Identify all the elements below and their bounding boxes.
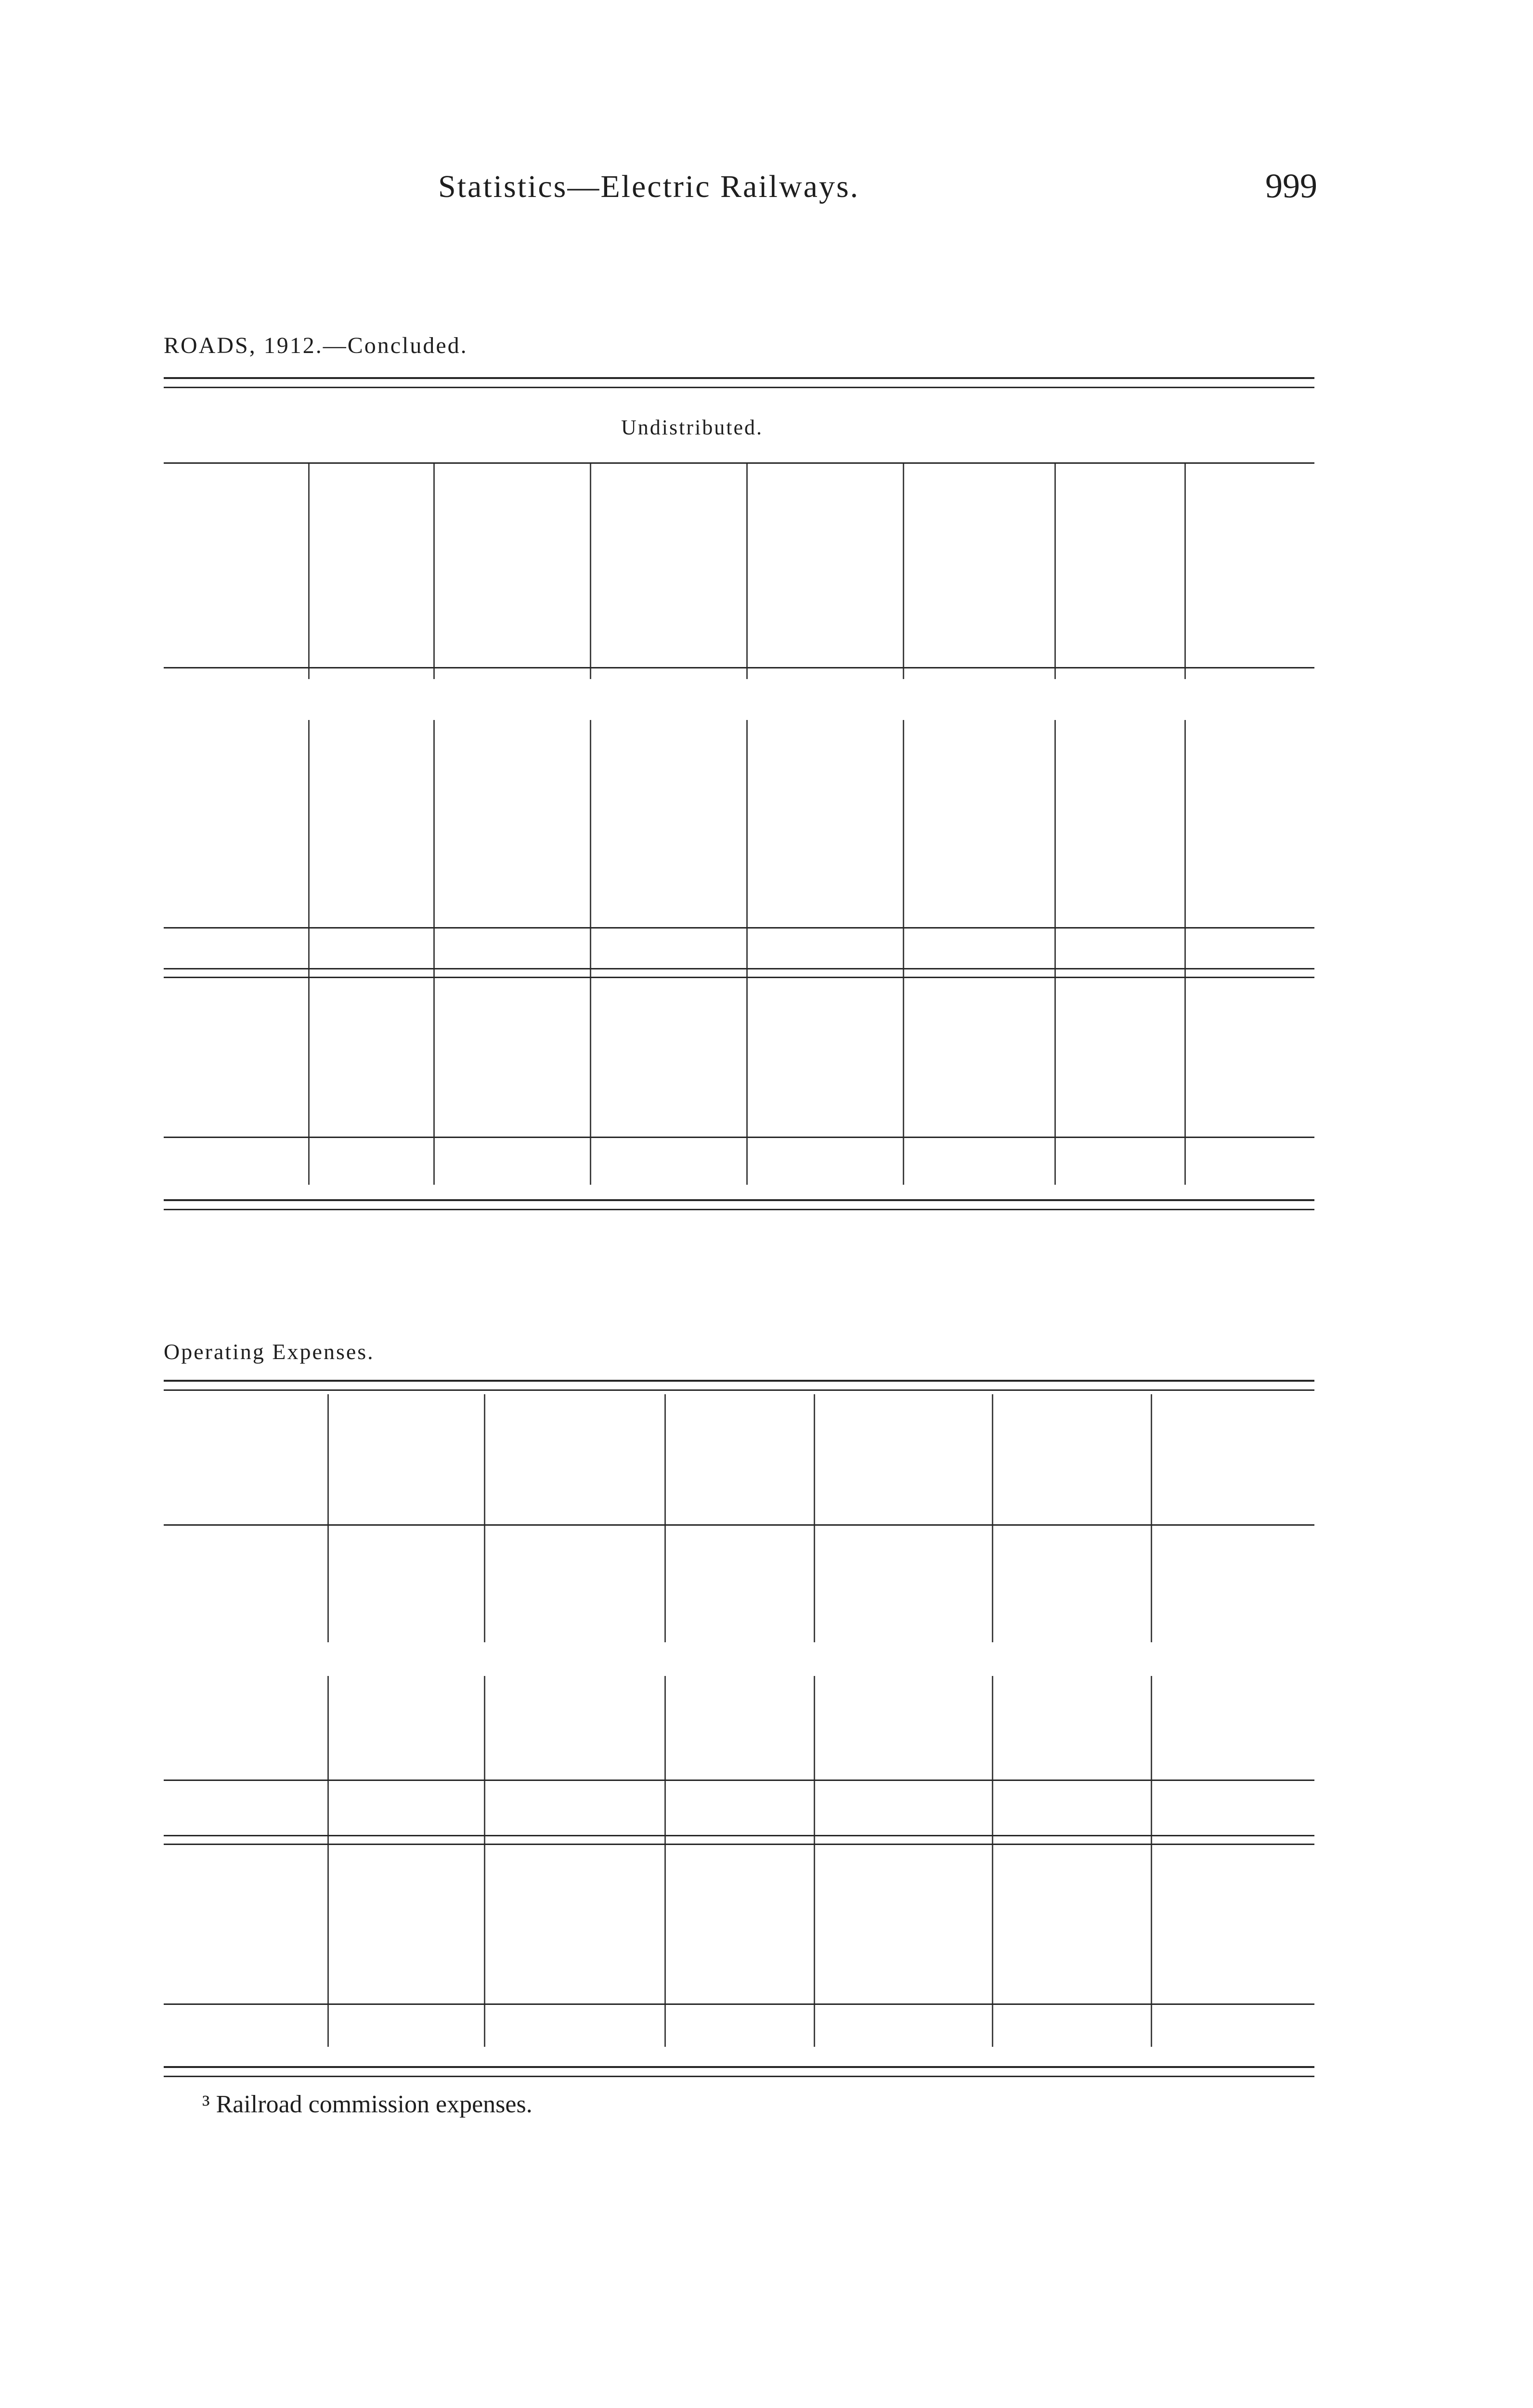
upper-table-caption: ROADS, 1912.—Concluded. [164,333,468,358]
running-head: Statistics—Electric Railways. [438,169,860,204]
column-divider [992,1676,993,2047]
column-divider [484,1676,485,2047]
header-bottom-rule [164,1524,1314,1526]
column-divider [664,1394,666,1642]
lower-bottom-rule-1 [164,2066,1314,2068]
column-divider [814,1676,815,2047]
column-divider [664,1676,666,2047]
column-divider [814,1394,815,1642]
block-divider-2 [164,1844,1314,1845]
subtotal-rule-2 [164,2003,1314,2005]
column-divider [327,1394,329,1642]
column-divider [992,1394,993,1642]
operating-expenses-caption: Operating Expenses. [164,1339,375,1364]
column-divider [1151,1676,1152,2047]
column-divider [484,1394,485,1642]
subtotal-rule [164,1780,1314,1781]
block-divider-1 [164,1835,1314,1836]
undistributed-group-title: Undistributed. [621,416,763,439]
lower-bottom-rule-2 [164,2076,1314,2077]
footnote: ³ Railroad commission expenses. [202,2091,533,2118]
column-divider [327,1676,329,2047]
page-number: 999 [1265,167,1317,205]
column-divider [1151,1394,1152,1642]
